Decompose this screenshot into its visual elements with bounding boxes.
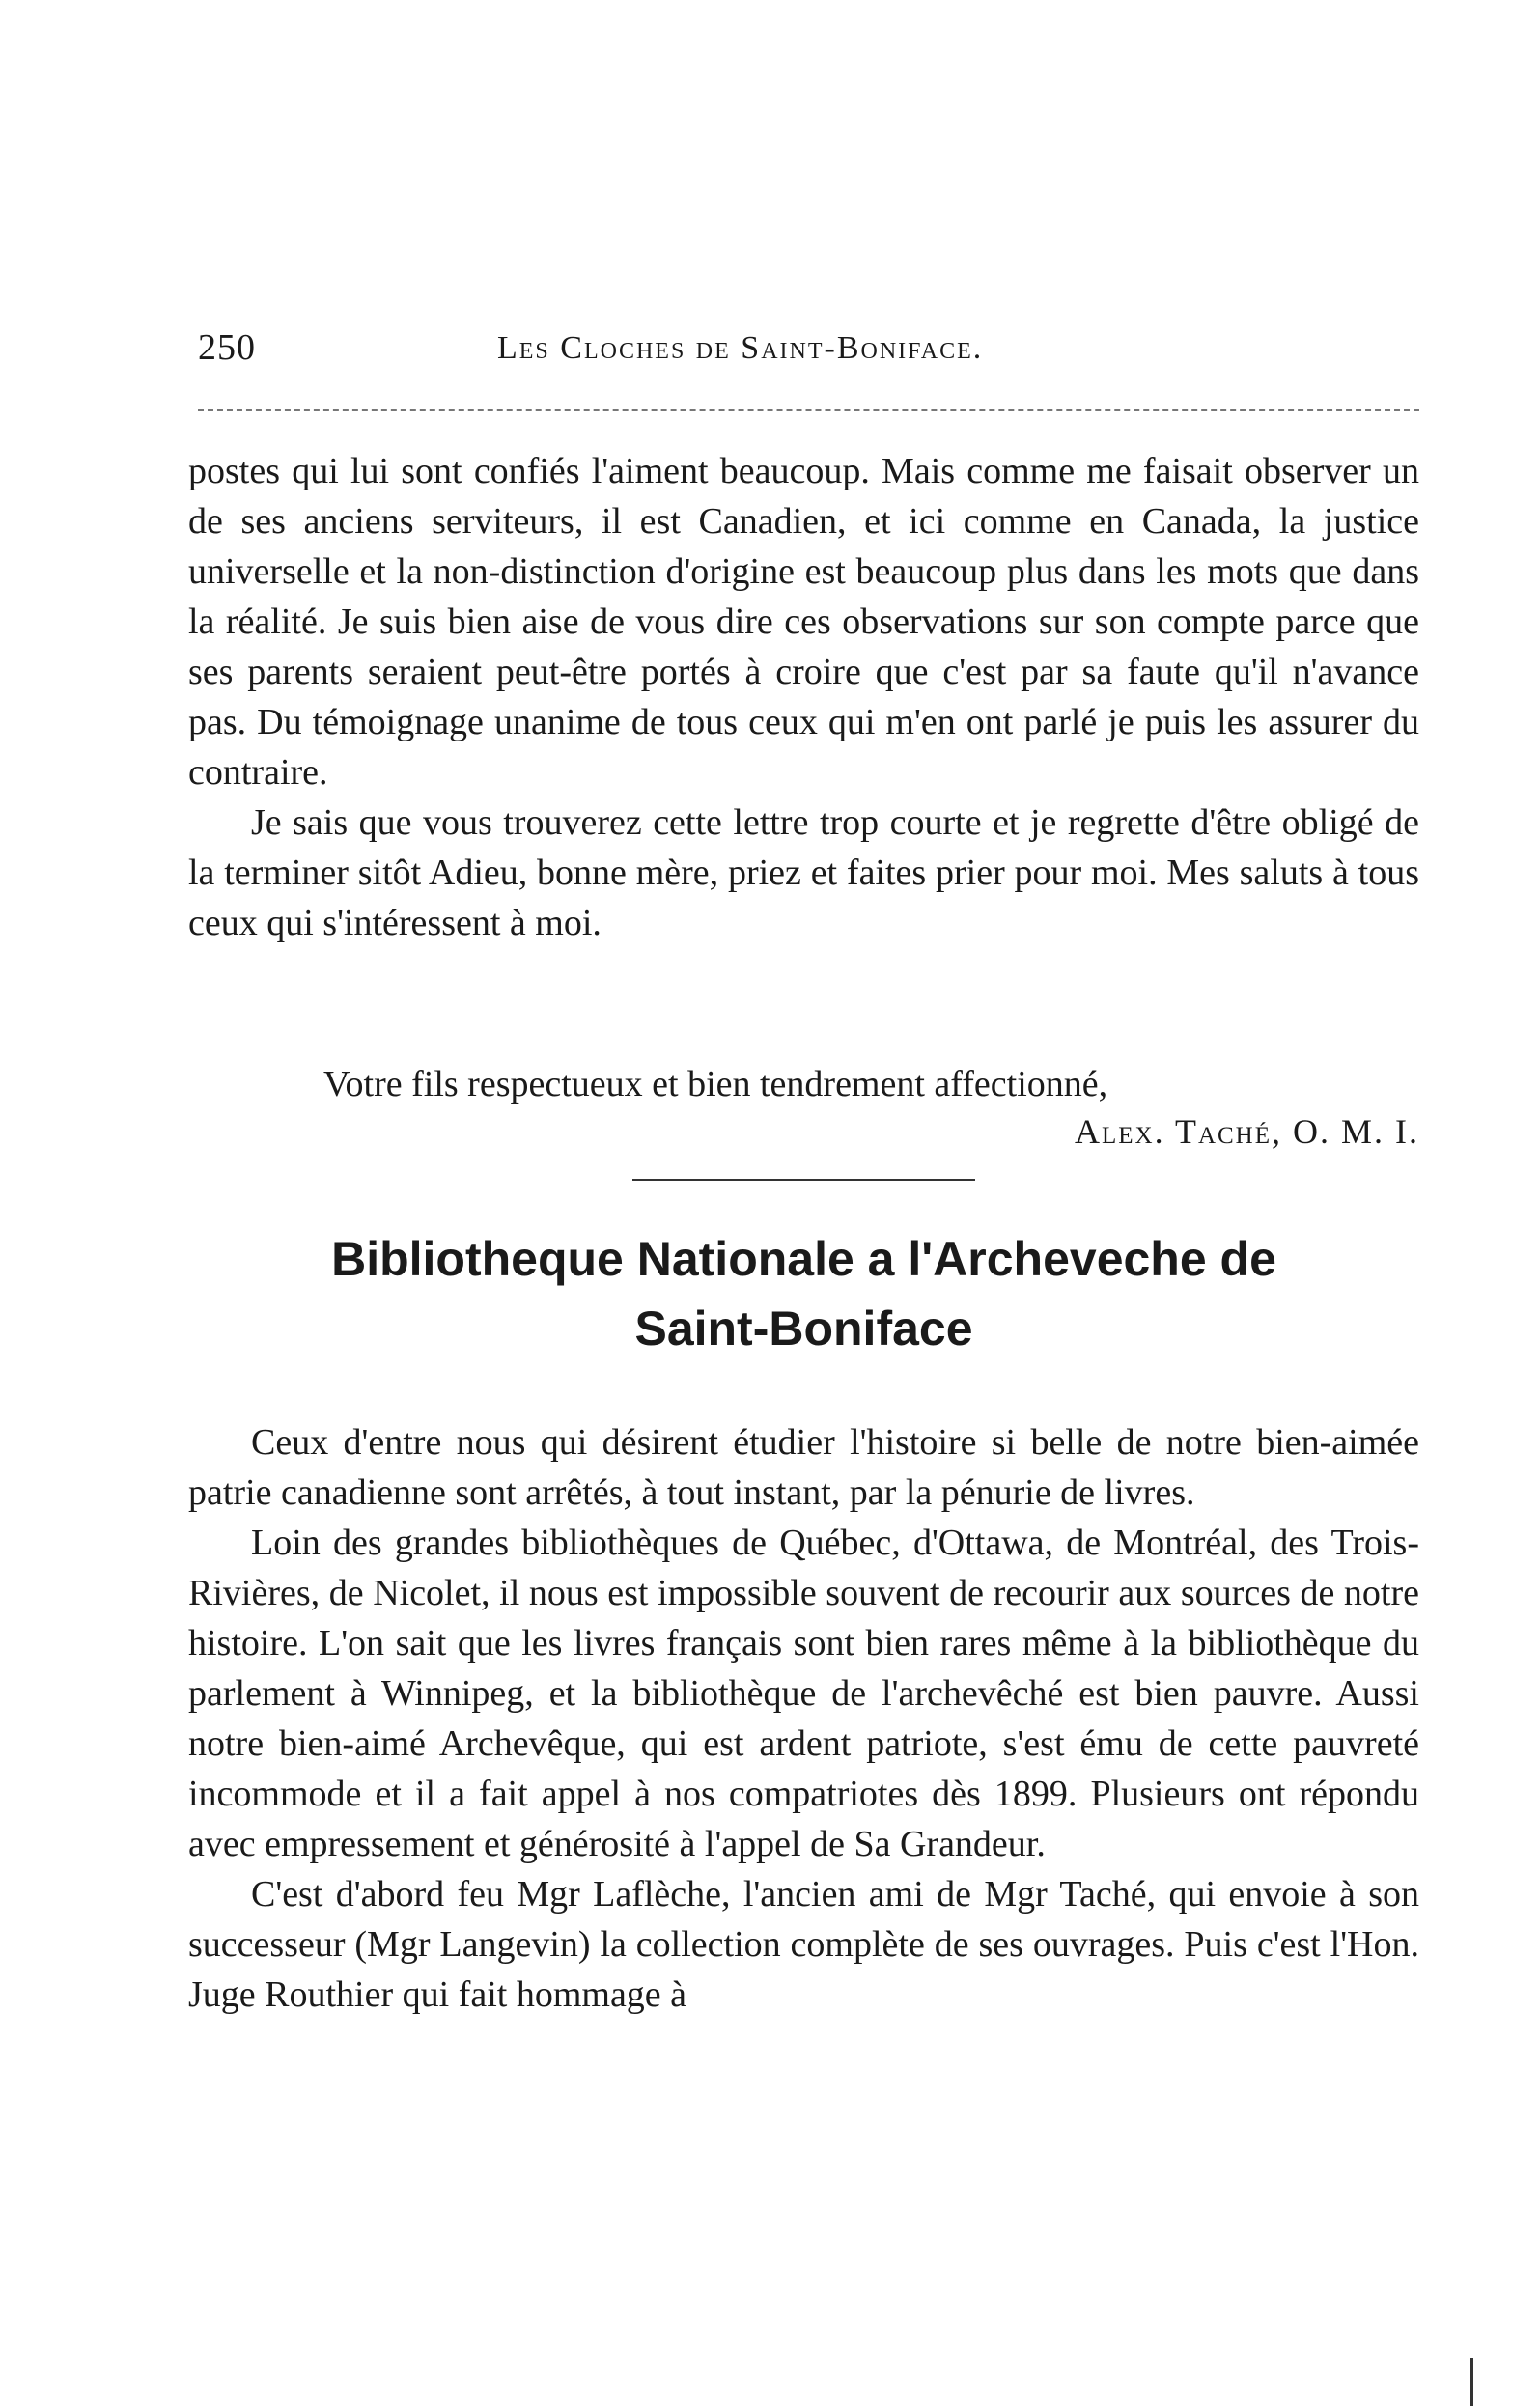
article-paragraph: Ceux d'entre nous qui désirent étudier l'histoire si belle de notre bien-aimée patrie canadienne sont arrêtés, à tout instant, par la pénurie de livres. xyxy=(188,1422,1419,1513)
letter-signature: Alex. Taché, O. M. I. xyxy=(1075,1112,1419,1151)
article-title-line: Bibliotheque Nationale a l'Archeveche de xyxy=(331,1232,1276,1286)
article-paragraph: Loin des grandes bibliothèques de Québec, d'Ottawa, de Montréal, des Trois-Rivières, de Nicolet, il nous est impossible souvent de recourir aux sources de notre histoire. L'on sait que les livres français sont bien rares même à la bibliothèque du parlement à Winnipeg, et la bibliothèque de l'archevêché est bien pauvre. Aussi notre bien-aimé Archevêque, qui est ardent patriote, s'est ému de cette pauvreté incommode et il a fait appel à nos compatriotes dès 1899. Plusieurs ont répondu avec empressement et générosité à l'appel de Sa Grandeur. xyxy=(188,1523,1419,1864)
letter-closing: Votre fils respectueux et bien tendrement affectionné, xyxy=(323,1064,1108,1105)
header-rule xyxy=(198,409,1419,411)
margin-mark xyxy=(1470,2358,1473,2406)
page-number: 250 xyxy=(198,327,256,368)
letter-paragraph: Je sais que vous trouverez cette lettre trop courte et je regrette d'être obligé de la terminer sitôt Adieu, bonne mère, priez et faites prier pour moi. Mes saluts à tous ceux qui s'intéressent à moi. xyxy=(188,802,1419,943)
article-title xyxy=(188,1224,1419,1363)
running-head: Les Cloches de Saint-Boniface. xyxy=(497,330,984,366)
article-paragraph: C'est d'abord feu Mgr Laflèche, l'ancien ami de Mgr Taché, qui envoie à son successeur (Mgr Langevin) la collection complète de ses ouvrages. Puis c'est l'Hon. Juge Routhier qui fait hommage à xyxy=(188,1874,1419,2015)
page-header xyxy=(198,326,1419,384)
article-text xyxy=(188,1417,1419,2020)
letter-text xyxy=(188,446,1419,948)
section-divider xyxy=(632,1179,975,1181)
letter-paragraph: postes qui lui sont confiés l'aiment beaucoup. Mais comme me faisait observer un de ses anciens serviteurs, il est Canadien, et ici comme en Canada, la justice universelle et la non-distinction d'origine est beaucoup plus dans les mots que dans la réalité. Je suis bien aise de vous dire ces observations sur son compte parce que ses parents seraient peut-être portés à croire que c'est par sa faute qu'il n'avance pas. Du témoignage unanime de tous ceux qui m'en ont parlé je puis les assurer du contraire. xyxy=(188,451,1419,793)
article-title-line: Saint-Boniface xyxy=(634,1301,973,1356)
